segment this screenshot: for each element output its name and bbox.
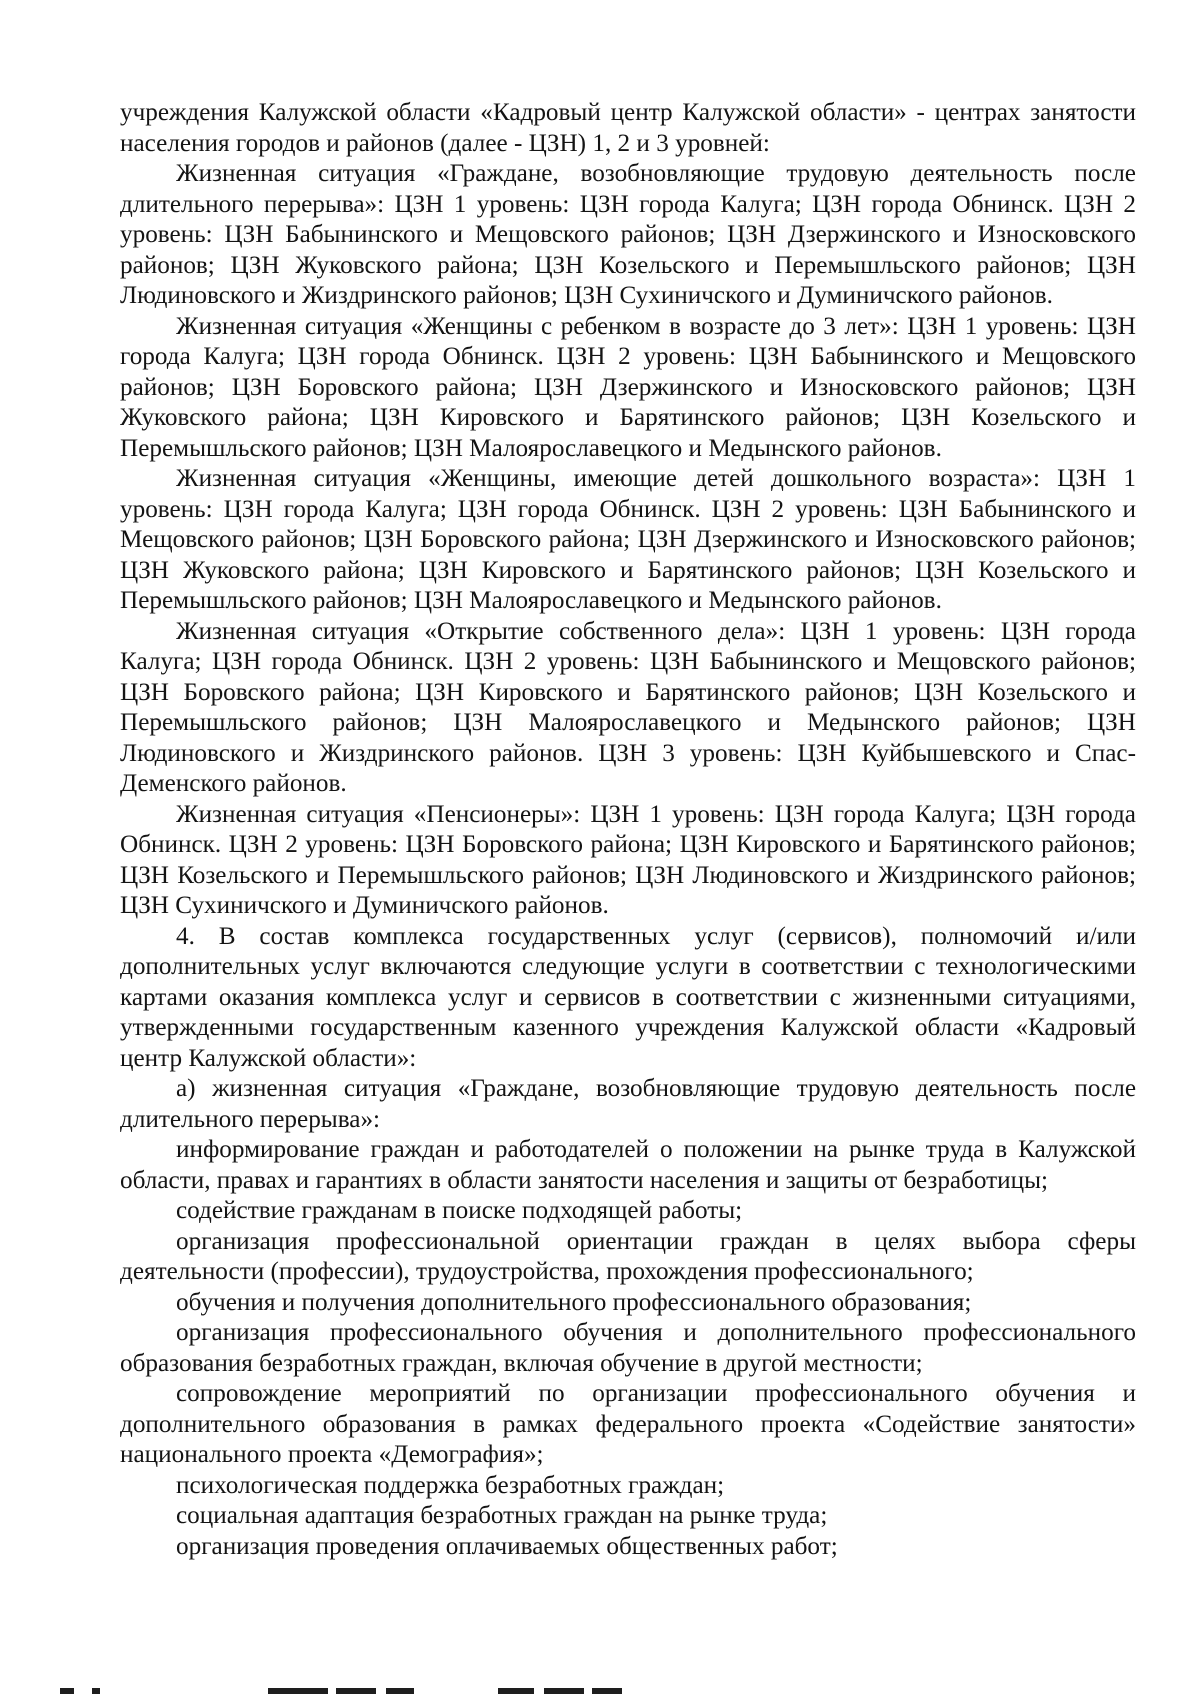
paragraph: организация проведения оплачиваемых общественных работ; (176, 1532, 838, 1560)
scan-mark (544, 1688, 584, 1694)
scan-mark (592, 1688, 622, 1694)
scan-mark (92, 1688, 100, 1694)
paragraph: 4. В состав комплекса государственных услуг (сервисов), полномочий и/или дополнительных услуг включаются следующие услуги в соответствии с технологическими картами оказания комплекса услуг и сервисов в соответствии с жизненными ситуациями, утвержденными государственным казенного учреждения Калужской области «Кадровый центр Калужской области»: (120, 922, 1136, 1072)
paragraph: Жизненная ситуация «Пенсионеры»: ЦЗН 1 уровень: ЦЗН города Калуга; ЦЗН города Обнинск. ЦЗН 2 уровень: ЦЗН Боровского района; ЦЗН Кировского и Барятинского районов; ЦЗН Козельского и Перемышльского районов; ЦЗН Людиновского и Жиздринского районов; ЦЗН Сухиничского и Думиничского районов. (120, 800, 1136, 919)
paragraph: Жизненная ситуация «Женщины с ребенком в возрасте до 3 лет»: ЦЗН 1 уровень: ЦЗН города Калуга; ЦЗН города Обнинск. ЦЗН 2 уровень: ЦЗН Бабынинского и Мещовского районов; ЦЗН Боровского района; ЦЗН Дзержинского и Износковского районов; ЦЗН Жуковского района; ЦЗН Кировского и Барятинского районов; ЦЗН Козельского и Перемышльского районов; ЦЗН Малоярославецкого и Медынского районов. (120, 312, 1136, 462)
scan-mark (336, 1688, 376, 1694)
paragraph: организация профессиональной ориентации граждан в целях выбора сферы деятельности (профессии), трудоустройства, прохождения профессионального; (120, 1227, 1136, 1285)
paragraph: а) жизненная ситуация «Граждане, возобновляющие трудовую деятельность после длительного перерыва»: (120, 1075, 1136, 1133)
paragraph: сопровождение мероприятий по организации профессионального обучения и дополнительного образования в рамках федерального проекта «Содействие занятости» национального проекта «Демография»; (120, 1380, 1136, 1468)
paragraph: социальная адаптация безработных граждан на рынке труда; (176, 1502, 828, 1529)
paragraph: содействие гражданам в поиске подходящей работы; (176, 1197, 743, 1224)
scan-mark (498, 1688, 534, 1694)
paragraph: Жизненная ситуация «Женщины, имеющие детей дошкольного возраста»: ЦЗН 1 уровень: ЦЗН города Калуга; ЦЗН города Обнинск. ЦЗН 2 уровень: ЦЗН Бабынинского и Мещовского районов; ЦЗН Боровского района; ЦЗН Дзержинского и Износковского районов; ЦЗН Жуковского района; ЦЗН Кировского и Барятинского районов; ЦЗН Козельского и Перемышльского районов; ЦЗН Малоярославецкого и Медынского районов. (120, 465, 1136, 614)
scan-mark (386, 1688, 414, 1694)
paragraph: учреждения Калужской области «Кадровый центр Калужской области» - центрах занятости населения городов и районов (далее - ЦЗН) 1, 2 и 3 уровней: (120, 99, 1136, 157)
paragraph: обучения и получения дополнительного профессионального образования; (176, 1288, 972, 1316)
paragraph: психологическая поддержка безработных граждан; (176, 1471, 725, 1499)
paragraph: организация профессионального обучения и дополнительного профессионального образования безработных граждан, включая обучение в другой местности; (120, 1319, 1136, 1377)
document-body (120, 98, 1136, 1562)
scan-mark (60, 1688, 74, 1694)
scan-edge-marks (0, 1684, 1200, 1698)
paragraph: информирование граждан и работодателей о положении на рынке труда в Калужской области, правах и гарантиях в области занятости населения и защиты от безработицы; (120, 1136, 1136, 1194)
paragraph: Жизненная ситуация «Граждане, возобновляющие трудовую деятельность после длительного перерыва»: ЦЗН 1 уровень: ЦЗН города Калуга; ЦЗН города Обнинск. ЦЗН 2 уровень: ЦЗН Бабынинского и Мещовского районов; ЦЗН Дзержинского и Износковского районов; ЦЗН Жуковского района; ЦЗН Козельского и Перемышльского районов; ЦЗН Людиновского и Жиздринского районов; ЦЗН Сухиничского и Думиничского районов. (120, 160, 1136, 309)
scan-mark (268, 1688, 328, 1694)
paragraph: Жизненная ситуация «Открытие собственного дела»: ЦЗН 1 уровень: ЦЗН города Калуга; ЦЗН города Обнинск. ЦЗН 2 уровень: ЦЗН Бабынинского и Мещовского районов; ЦЗН Боровского района; ЦЗН Кировского и Барятинского районов; ЦЗН Козельского и Перемышльского районов; ЦЗН Малоярославецкого и Медынского районов; ЦЗН Людиновского и Жиздринского районов. ЦЗН 3 уровень: ЦЗН Куйбышевского и Спас-Деменского районов. (120, 617, 1136, 797)
